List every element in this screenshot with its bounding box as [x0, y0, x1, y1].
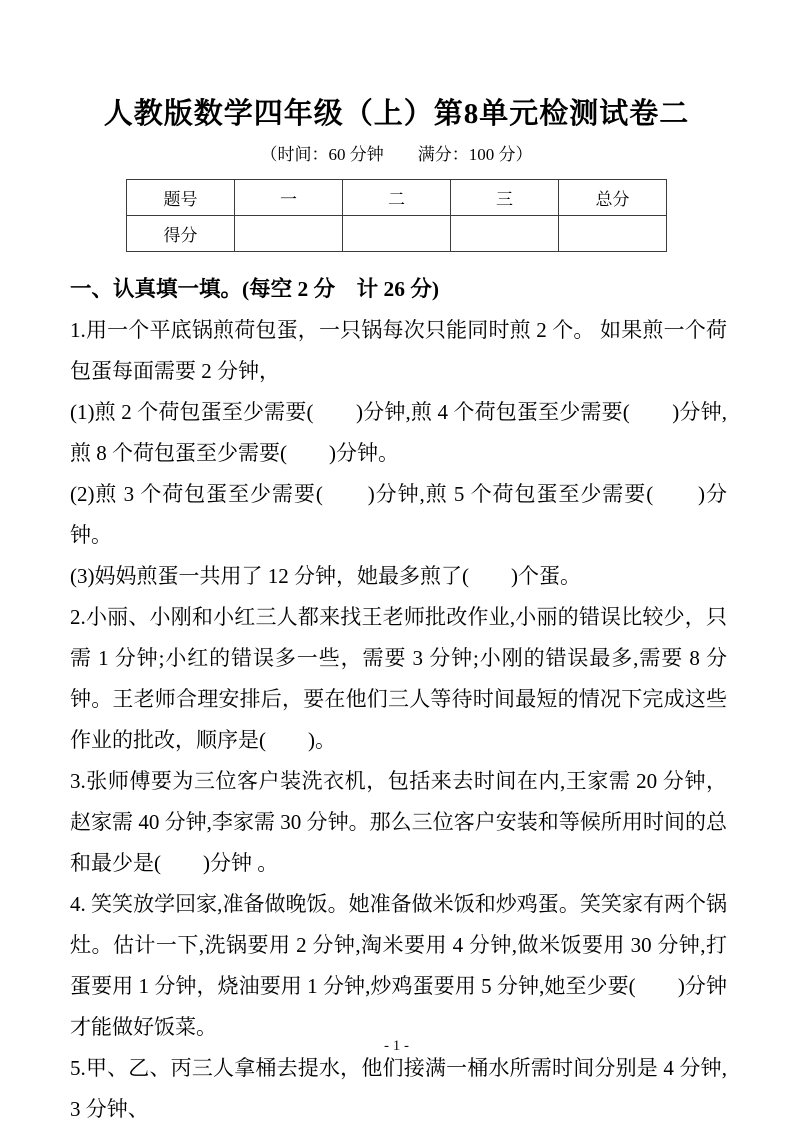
score-table-score-row — [127, 216, 667, 252]
score-table-header-cell: 一 — [235, 180, 343, 216]
score-table-header-cell: 总分 — [559, 180, 667, 216]
score-cell — [235, 216, 343, 252]
score-table-header-cell: 二 — [343, 180, 451, 216]
page-title: 人教版数学四年级（上）第8单元检测试卷二 — [103, 98, 690, 130]
score-cell — [343, 216, 451, 252]
exam-time-score-subtitle: （时间：60 分钟 满分：100 分） — [260, 145, 533, 164]
section-1-heading: 一、认真填一填。(每空 2 分 计 26 分) — [70, 277, 440, 301]
question-5-partial: 5.甲、乙、丙三人拿桶去提水，他们接满一桶水所需时间分别是 4 分钟,3 分钟、 — [70, 1056, 727, 1121]
page-number: - 1 - — [384, 1038, 409, 1054]
question-4: 4. 笑笑放学回家,准备做晚饭。她准备做米饭和炒鸡蛋。笑笑家有两个锅灶。估计一下,洗锅要用 2 分钟,淘米要用 4 分钟,做米饭要用 30 分钟,打蛋要用 1 分钟，烧油要用 1 分钟,炒鸡蛋要用 5 分钟,她至少要( )分钟才能做好饭菜。 — [70, 892, 727, 1039]
question-2: 2.小丽、小刚和小红三人都来找王老师批改作业,小丽的错误比较少，只需 1 分钟;小红的错误多一些，需要 3 分钟;小刚的错误最多,需要 8 分钟。王老师合理安排后，要在他们三人等待时间最短的情况下完成这些作业的批改，顺序是( )。 — [70, 605, 727, 752]
score-cell — [451, 216, 559, 252]
score-table-header-row — [127, 180, 667, 216]
score-table-header-cell: 题号 — [127, 180, 235, 216]
score-row-label: 得分 — [127, 216, 235, 252]
question-1-sub-3: (3)妈妈煎蛋一共用了 12 分钟，她最多煎了( )个蛋。 — [70, 564, 581, 588]
question-1-sub-1: (1)煎 2 个荷包蛋至少需要( )分钟,煎 4 个荷包蛋至少需要( )分钟,煎 8 个荷包蛋至少需要( )分钟。 — [70, 400, 727, 465]
score-table-header-cell: 三 — [451, 180, 559, 216]
question-1-intro: 1.用一个平底锅煎荷包蛋，一只锅每次只能同时煎 2 个。 如果煎一个荷包蛋每面需要 2 分钟， — [70, 318, 727, 383]
question-1-sub-2: (2)煎 3 个荷包蛋至少需要( )分钟,煎 5 个荷包蛋至少需要( )分钟。 — [70, 482, 727, 547]
score-cell — [559, 216, 667, 252]
question-content — [0, 269, 793, 1122]
question-3: 3.张师傅要为三位客户装洗衣机，包括来去时间在内,王家需 20 分钟，赵家需 40 分钟,李家需 30 分钟。那么三位客户安装和等候所用时间的总和最少是( )分钟 。 — [70, 769, 727, 875]
score-table — [126, 179, 667, 252]
